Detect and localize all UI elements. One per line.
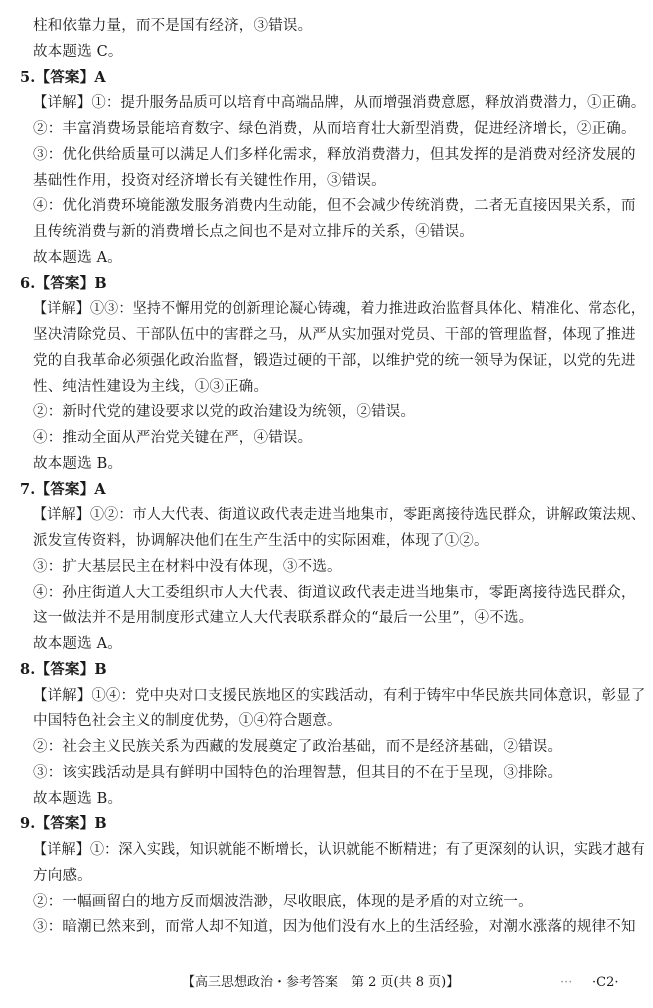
body-line: 党的自我革命必须强化政治监督，锻造过硬的干部，以维护党的统一领导为保证，以党的先进 xyxy=(33,352,636,369)
question-answer-heading: 7.【答案】A xyxy=(20,480,106,498)
body-line: ②：一幅画留白的地方反而烟波浩渺，尽收眼底，体现的是矛盾的对立统一。 xyxy=(33,893,533,910)
body-line: 故本题选 B。 xyxy=(33,790,123,807)
body-line: ④：孙庄街道人大工委组织市人大代表、街道议政代表走进当地集市，零距离接待选民群众， xyxy=(33,584,636,601)
body-line: 坚决清除党员、干部队伍中的害群之马，从严从实加强对党员、干部的管理监督，体现了推进 xyxy=(33,327,636,343)
body-line: 性、纯洁性建设为主线，①③正确。 xyxy=(33,378,269,395)
footer-page-info: 【高三思想政治・参考答案 第 2 页(共 8 页)】 xyxy=(182,975,460,990)
body-line: 【详解】①：深入实践，知识就能不断增长，认识就能不断精进；有了更深刻的认识，实践才越有 xyxy=(33,842,646,858)
body-line: 故本题选 B。 xyxy=(33,455,123,472)
body-line: 故本题选 A。 xyxy=(33,249,122,266)
footer-dots: ··· xyxy=(560,975,573,990)
body-line: ②：新时代党的建设要求以党的政治建设为统领，②错误。 xyxy=(33,404,416,421)
footer-code: ·C2· xyxy=(592,975,619,990)
body-line: 派发宣传资料，协调解决他们在生产生活中的实际困难，体现了①②。 xyxy=(33,533,489,549)
body-line: ③：该实践活动是具有鲜明中国特色的治理智慧，但其目的不在于呈现，③排除。 xyxy=(33,764,563,781)
body-line: 方向感。 xyxy=(33,867,92,884)
body-line: 且传统消费与新的消费增长点之间也不是对立排斥的关系，④错误。 xyxy=(33,224,474,240)
body-line: 基础性作用，投资对经济增长有关键性作用，③错误。 xyxy=(33,172,386,189)
body-line: 故本题选 C。 xyxy=(33,43,123,60)
body-line: ③：优化供给质量可以满足人们多样化需求，释放消费潜力，但其发挥的是消费对经济发展的 xyxy=(33,146,636,163)
body-line: ④：优化消费环境能激发服务消费内生动能，但不会减少传统消费，二者无直接因果关系，而 xyxy=(33,198,636,215)
body-line: ④：推动全面从严治党关键在严，④错误。 xyxy=(33,430,313,446)
question-answer-heading: 9.【答案】B xyxy=(20,815,107,833)
body-line: 中国特色社会主义的制度优势，①④符合题意。 xyxy=(33,713,342,730)
page-footer xyxy=(0,970,653,996)
body-line: 【详解】①④：党中央对口支援民族地区的实践活动，有利于铸牢中华民族共同体意识，彰显了 xyxy=(33,687,646,704)
body-line: 这一做法并不是用制度形式建立人大代表联系群众的“最后一公里”，④不选。 xyxy=(33,610,534,627)
question-answer-heading: 6.【答案】B xyxy=(20,274,107,292)
question-answer-heading: 8.【答案】B xyxy=(20,660,107,678)
question-answer-heading: 5.【答案】A xyxy=(20,68,106,86)
body-line: ②：丰富消费场景能培育数字、绿色消费，从而培育壮大新型消费，促进经济增长，②正确。 xyxy=(33,121,636,137)
body-line: 【详解】①②：市人大代表、街道议政代表走进当地集市，零距离接待选民群众，讲解政策法规、 xyxy=(33,507,646,524)
body-line: 柱和依靠力量，而不是国有经济，③错误。 xyxy=(33,18,313,34)
body-line: ②：社会主义民族关系为西藏的发展奠定了政治基础，而不是经济基础，②错误。 xyxy=(33,739,563,755)
body-line: ③：扩大基层民主在材料中没有体现，③不选。 xyxy=(33,558,342,575)
body-line: 【详解】①：提升服务品质可以培育中高端品牌，从而增强消费意愿，释放消费潜力，①正确。 xyxy=(33,95,646,112)
body-line: ③：暗潮已然来到，而常人却不知道，因为他们没有水上的生活经验，对潮水涨落的规律不知 xyxy=(33,919,636,936)
body-line: 故本题选 A。 xyxy=(33,636,122,652)
body-line: 【详解】①③：坚持不懈用党的创新理论凝心铸魂，着力推进政治监督具体化、精准化、常态化， xyxy=(33,301,646,318)
